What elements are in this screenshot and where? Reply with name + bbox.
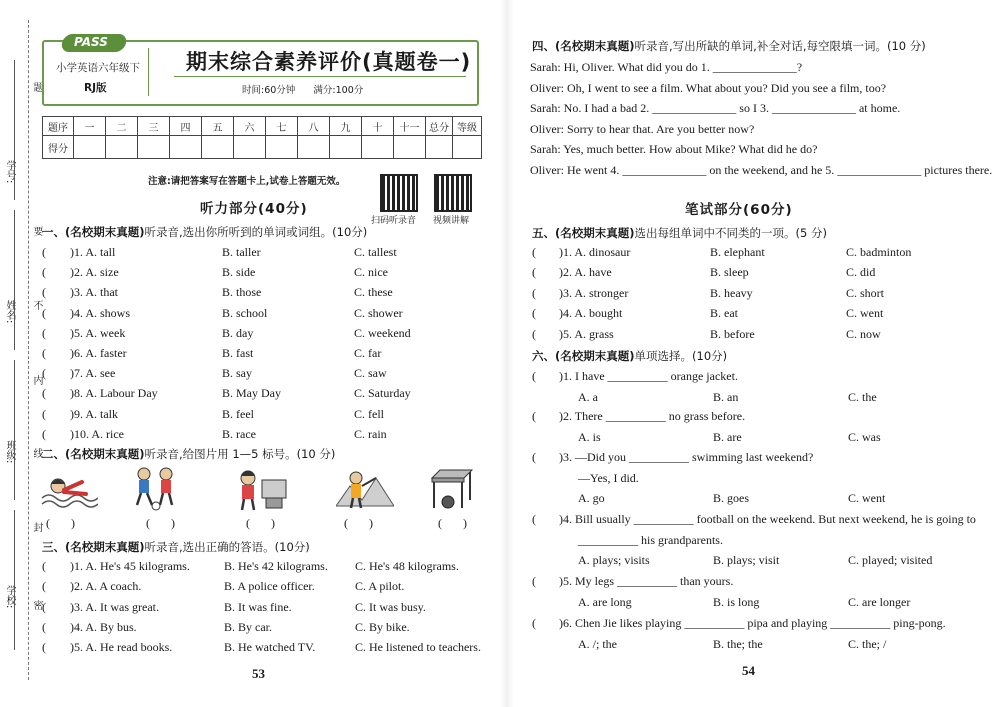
option-c: C. was (848, 429, 881, 444)
answer-paren[interactable]: ( (42, 559, 46, 573)
option-a: )4. A. By bus. (70, 619, 137, 634)
section2-title (42, 446, 335, 462)
writing-heading: 笔试部分(60分) (685, 202, 793, 218)
score-input-cell[interactable] (394, 136, 426, 159)
option-c: C. did (846, 265, 876, 280)
section2-tag: 二、(名校期末真题) (42, 447, 145, 461)
score-row-label: 得分 (43, 136, 74, 159)
score-cell-header: 十一 (394, 117, 426, 136)
page-title: 期末综合素养评价(真题卷一) (186, 50, 472, 74)
picture-computer (234, 466, 290, 512)
option-a: )3. A. that (70, 285, 118, 300)
option-b: B. is long (713, 594, 760, 609)
option-c: C. the; / (848, 636, 887, 651)
answer-paren[interactable]: ( (42, 579, 46, 594)
answer-paren[interactable]: ( (42, 325, 46, 340)
side-underline (14, 510, 15, 650)
answer-paren[interactable]: ( (532, 265, 536, 280)
section2-instruction: 听录音,给图片用 1—5 标号。(10 分) (144, 447, 336, 461)
answer-paren[interactable]: ( (532, 450, 536, 464)
option-b: B. are (713, 429, 742, 444)
score-input-cell[interactable] (330, 136, 362, 159)
dialogue-line (530, 81, 886, 96)
page-gutter (500, 0, 514, 707)
section6-instruction: 单项选择。(10分) (634, 349, 728, 363)
option-c: C. He's 48 kilograms. (355, 559, 459, 573)
picture-answer-box[interactable]: ( ) (46, 516, 75, 530)
answer-paren[interactable]: ( (42, 305, 46, 320)
option-c: C. these (354, 285, 393, 300)
section3-instruction: 听录音,选出正确的答语。(10分) (144, 540, 310, 554)
question-text: )4. Bill usually __________ football on the weekend. But next weekend, he is going to (559, 512, 976, 526)
option-b: B. He's 42 kilograms. (224, 559, 328, 573)
page-number-right: 54 (742, 663, 755, 678)
brand-logo: PASS (74, 35, 108, 49)
option-c: C. A pilot. (355, 579, 405, 594)
score-cell-header: 七 (266, 117, 298, 136)
answer-paren[interactable]: ( (42, 640, 46, 655)
score-input-cell[interactable] (362, 136, 394, 159)
seal-char: 内 (31, 375, 42, 385)
option-c: C. tallest (354, 245, 397, 259)
option-a: )2. A. A coach. (70, 579, 142, 594)
picture-answer-box[interactable]: ( ) (438, 516, 467, 530)
side-label-student-number: 学号: (4, 160, 15, 184)
dialogue-blank[interactable]: 4. ______________ on the weekend, and he 5. ______________ pictures there. (610, 163, 993, 177)
option-a: )4. A. shows (70, 305, 131, 320)
option-c: C. are longer (848, 594, 911, 609)
dialogue-blank[interactable]: 1. ______________? (700, 60, 803, 74)
option-c: C. He listened to teachers. (355, 640, 481, 655)
score-input-cell[interactable] (426, 136, 453, 159)
score-cell-header: 八 (298, 117, 330, 136)
answer-paren[interactable]: ( (42, 619, 46, 634)
qr-label-audio: 扫码听录音 (371, 216, 417, 226)
option-a: )9. A. talk (70, 406, 118, 421)
option-b: B. goes (713, 491, 749, 505)
answer-paren[interactable]: ( (532, 616, 536, 630)
section5-instruction: 选出每组单词中不同类的一项。(5 分) (634, 226, 827, 240)
score-input-cell[interactable] (266, 136, 298, 159)
option-c: C. shower (354, 305, 403, 320)
option-b: B. fast (222, 346, 254, 360)
answer-paren[interactable]: ( (532, 326, 536, 341)
section4-title (532, 38, 926, 54)
option-b: B. eat (710, 306, 738, 321)
section4-tag: 四、(名校期末真题) (532, 39, 635, 53)
option-b: B. before (710, 326, 755, 341)
score-cell-header: 六 (234, 117, 266, 136)
option-a: )10. A. rice (70, 426, 124, 441)
option-a: )1. A. dinosaur (559, 245, 631, 259)
answer-paren[interactable]: ( (42, 346, 46, 360)
option-c: C. went (848, 491, 886, 505)
option-a: )2. A. size (70, 265, 119, 280)
edition-label: RJ版 (84, 82, 107, 94)
question-text: )1. I have __________ orange jacket. (559, 369, 738, 383)
section3-tag: 三、(名校期末真题) (42, 540, 145, 554)
picture-answer-box[interactable]: ( ) (146, 516, 175, 530)
dialogue-line (530, 142, 817, 157)
option-c: C. went (846, 306, 884, 321)
section5-title (532, 225, 827, 241)
score-cell-header: 二 (106, 117, 138, 136)
binding-line (28, 20, 29, 680)
option-b: B. taller (222, 245, 261, 259)
score-input-cell[interactable] (138, 136, 170, 159)
dialogue-line (530, 122, 754, 137)
section1-title (42, 224, 367, 240)
answer-paren[interactable]: ( (532, 285, 536, 300)
score-cell-header: 总分 (426, 117, 453, 136)
option-c: C. far (354, 346, 382, 360)
picture-answer-box[interactable]: ( ) (344, 516, 373, 530)
option-a: )3. A. stronger (559, 285, 629, 300)
option-a: )6. A. faster (70, 346, 127, 360)
option-c: C. fell (354, 406, 384, 421)
time-info: 时间:60分钟 满分:100分 (242, 85, 364, 96)
side-label-school: 学校: (4, 585, 15, 609)
option-a: )8. A. Labour Day (70, 386, 158, 401)
option-c: C. nice (354, 265, 388, 280)
seal-char: 线 (31, 448, 42, 458)
qr-code-video[interactable] (434, 174, 472, 212)
option-a: )5. A. grass (559, 326, 614, 341)
option-b: B. He watched TV. (224, 640, 316, 655)
score-input-cell[interactable] (298, 136, 330, 159)
option-b: B. race (222, 426, 256, 441)
option-b: B. those (222, 285, 262, 300)
answer-paren[interactable]: ( (42, 599, 46, 614)
option-b: B. the; the (713, 636, 763, 651)
option-b: B. school (222, 305, 268, 320)
option-b: B. side (222, 265, 256, 280)
question-text: )6. Chen Jie likes playing __________ pipa and playing __________ ping-pong. (559, 616, 946, 630)
seal-char: 密 (31, 600, 42, 610)
option-b: B. feel (222, 406, 254, 421)
answer-paren[interactable]: ( (42, 366, 46, 381)
question-text-cont: __________ his grandparents. (578, 532, 723, 547)
dialogue-blank[interactable]: 2. ______________ so I 3. ______________ at home. (640, 101, 901, 116)
listening-heading: 听力部分(40分) (200, 201, 308, 217)
option-a: )3. A. It was great. (70, 599, 159, 614)
option-a: A. a (578, 389, 598, 404)
score-cell-header: 题序 (43, 117, 74, 136)
option-b: B. an (713, 389, 739, 404)
grade-label: 小学英语六年级下 (56, 62, 140, 74)
option-c: C. badminton (846, 245, 912, 259)
option-a: A. plays; visits (578, 553, 650, 567)
option-c: C. weekend (354, 325, 411, 340)
option-c: C. By bike. (355, 619, 410, 634)
score-input-cell[interactable] (453, 136, 482, 159)
option-a: A. /; the (578, 636, 617, 651)
answer-paren[interactable]: ( (42, 426, 46, 441)
qr-code-audio[interactable] (380, 174, 418, 212)
option-b: B. heavy (710, 285, 753, 300)
score-cell-header: 九 (330, 117, 362, 136)
header-divider (148, 48, 149, 96)
option-a: A. is (578, 429, 601, 444)
section1-instruction: 听录音,选出你所听到的单词或词组。(10分) (144, 225, 368, 239)
question-text: )5. My legs __________ than yours. (559, 574, 734, 588)
option-b: B. plays; visit (713, 553, 780, 567)
answer-paren[interactable]: ( (532, 409, 536, 423)
option-a: )2. A. have (559, 265, 612, 280)
option-c: C. short (846, 285, 885, 300)
dialogue-line (530, 60, 802, 75)
dialogue-text: Oliver: Oh, I went to see a film. What about you? Did you see a film, too? (530, 80, 887, 95)
option-a: A. are long (578, 594, 632, 609)
option-b: B. A police officer. (224, 579, 315, 594)
option-b: B. It was fine. (224, 599, 292, 614)
answer-paren[interactable]: ( (532, 245, 536, 259)
side-label-name: 姓名: (4, 300, 15, 324)
option-c: C. rain (354, 426, 387, 441)
option-c: C. saw (354, 366, 387, 381)
picture-answer-box[interactable]: ( ) (246, 516, 275, 530)
score-input-cell[interactable] (106, 136, 138, 159)
option-a: )5. A. week (70, 325, 126, 340)
seal-char: 题 (31, 82, 42, 92)
picture-table-ball (428, 468, 476, 510)
score-table (42, 116, 482, 159)
answer-paren[interactable]: ( (42, 406, 46, 421)
option-b: B. day (222, 325, 254, 340)
section6-title (532, 348, 727, 364)
picture-football (130, 466, 182, 512)
qr-label-video: 视频讲解 (433, 216, 470, 226)
section1-tag: 一、(名校期末真题) (42, 225, 145, 239)
question-text: )2. There __________ no grass before. (559, 409, 746, 423)
answer-paren[interactable]: ( (532, 512, 536, 526)
option-a: A. go (578, 491, 605, 505)
option-b: B. say (222, 366, 252, 381)
dialogue-line (530, 101, 900, 116)
seal-char: 要 (31, 226, 42, 236)
section4-instruction: 听录音,写出所缺的单词,补全对话,每空限填一词。(10 分) (634, 39, 926, 53)
option-a: )1. A. He's 45 kilograms. (70, 559, 190, 573)
answer-paren[interactable]: ( (532, 306, 536, 321)
section5-tag: 五、(名校期末真题) (532, 226, 635, 240)
score-cell-header: 一 (74, 117, 106, 136)
option-a: )5. A. He read books. (70, 640, 173, 655)
score-cell-header: 三 (138, 117, 170, 136)
answer-paren[interactable]: ( (532, 574, 536, 588)
picture-hiking (336, 466, 394, 512)
option-b: B. By car. (224, 619, 272, 634)
dialogue-text: Sarah: Hi, Oliver. What did you do (530, 60, 701, 74)
option-c: C. the (848, 389, 877, 404)
dialogue-text: Oliver: He went (530, 163, 611, 177)
question-text-cont: —Yes, I did. (578, 470, 639, 485)
seal-char: 不 (31, 300, 42, 310)
notice-text: 注意:请把答案写在答题卡上,试卷上答题无效。 (148, 176, 346, 187)
picture-swimming (40, 470, 98, 510)
section3-title (42, 539, 310, 555)
option-c: C. It was busy. (355, 599, 426, 614)
answer-paren[interactable]: ( (42, 245, 46, 259)
dialogue-line (530, 163, 992, 178)
option-a: )1. A. tall (70, 245, 116, 259)
dialogue-text: Sarah: Yes, much better. How about Mike? What did he do? (530, 142, 818, 157)
score-input-cell[interactable] (202, 136, 234, 159)
score-input-cell[interactable] (74, 136, 106, 159)
score-cell-header: 五 (202, 117, 234, 136)
option-c: C. now (846, 326, 881, 341)
seal-char: 封 (31, 522, 42, 532)
score-cell-header: 四 (170, 117, 202, 136)
side-label-class: 班级: (4, 440, 15, 464)
option-b: B. elephant (710, 245, 765, 259)
dialogue-text: Sarah: No. I had a bad (530, 101, 641, 116)
option-a: )4. A. bought (559, 306, 623, 321)
option-c: C. played; visited (848, 553, 933, 567)
dialogue-text: Oliver: Sorry to hear that. Are you better now? (530, 121, 755, 136)
answer-paren[interactable]: ( (42, 386, 46, 401)
option-b: B. May Day (222, 386, 281, 401)
header-box (42, 35, 479, 106)
side-underline (14, 360, 15, 500)
score-cell-header: 等级 (453, 117, 482, 136)
answer-paren[interactable]: ( (532, 369, 536, 383)
option-a: )7. A. see (70, 366, 116, 381)
option-c: C. Saturday (354, 386, 411, 401)
side-underline (14, 60, 15, 200)
page-number-left: 53 (252, 666, 265, 681)
question-text: )3. —Did you __________ swimming last weekend? (559, 450, 814, 464)
score-cell-header: 十 (362, 117, 394, 136)
score-input-cell[interactable] (170, 136, 202, 159)
title-underline (174, 76, 466, 77)
answer-paren[interactable]: ( (42, 265, 46, 280)
option-b: B. sleep (710, 265, 749, 280)
score-input-cell[interactable] (234, 136, 266, 159)
side-underline (14, 210, 15, 350)
section6-tag: 六、(名校期末真题) (532, 349, 635, 363)
answer-paren[interactable]: ( (42, 285, 46, 300)
